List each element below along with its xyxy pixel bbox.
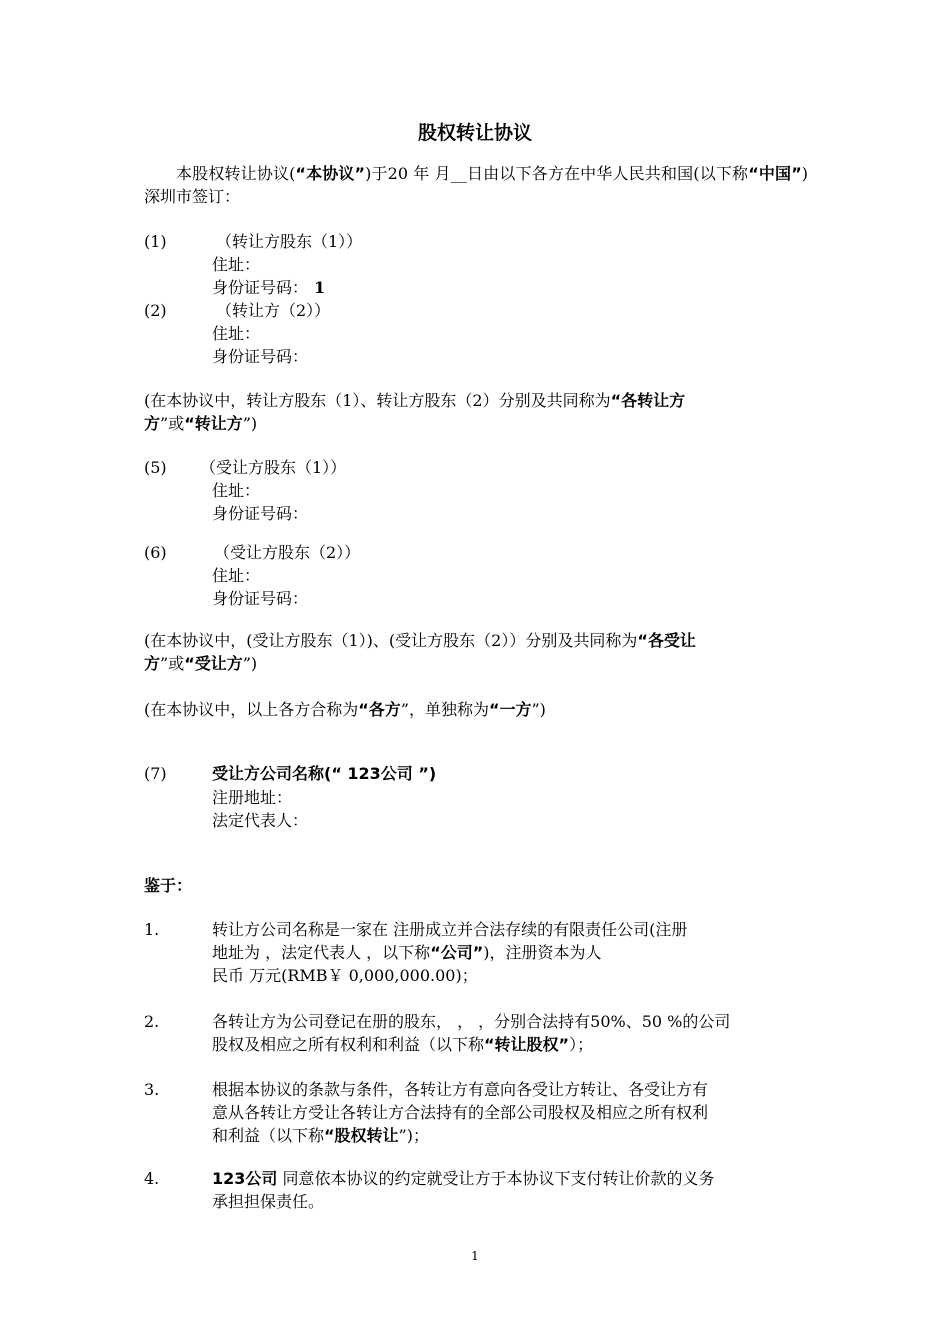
party-7-number: (7) bbox=[144, 764, 167, 783]
party-5-address: 住址： bbox=[212, 481, 261, 500]
whereas-item-4-number: 4. bbox=[144, 1169, 160, 1188]
party-2-name: （转让方（2）） bbox=[216, 301, 331, 320]
page-number: 1 bbox=[471, 1249, 479, 1263]
whereas-item-3-line-1: 根据本协议的条款与条件，各转让方有意向各受让方转让、各受让方有 bbox=[212, 1080, 709, 1099]
whereas-item-1-line-1: 转让方公司名称是一家在 注册成立并合法存续的有限责任公司(注册 bbox=[212, 920, 688, 939]
party-7-name: 受让方公司名称(“ 123公司 ”) bbox=[212, 764, 437, 783]
party-5-id: 身份证号码： bbox=[212, 504, 309, 523]
whereas-item-4-line-1: 123公司 同意依本协议的约定就受让方于本协议下支付转让价款的义务 bbox=[212, 1169, 715, 1188]
intro-paragraph: 本股权转让协议(“本协议”)于20 年 月__日由以下各方在中华人民共和国(以下称“中国”) 深圳市签订： bbox=[144, 164, 808, 206]
whereas-item-2-number: 2. bbox=[144, 1012, 160, 1031]
whereas-item-1-line-2: 地址为 ，法定代表人 ，以下称“公司”)，注册资本为人 bbox=[212, 943, 602, 962]
document-title: 股权转让协议 bbox=[417, 122, 532, 144]
all-parties-note: (在本协议中，以上各方合称为“各方”，单独称为“一方”) bbox=[144, 700, 546, 719]
party-5-number: (5) bbox=[144, 458, 167, 477]
party-6-number: (6) bbox=[144, 543, 167, 562]
party-6-address: 住址： bbox=[212, 566, 261, 585]
whereas-item-1-line-3: 民币 万元(RMB￥ 0,000,000.00)； bbox=[212, 966, 478, 985]
transferor-note-cont: 方”或“转让方”) bbox=[144, 414, 258, 433]
party-1-address: 住址： bbox=[212, 255, 261, 274]
whereas-heading: 鉴于： bbox=[144, 876, 193, 895]
whereas-item-3-number: 3. bbox=[144, 1080, 160, 1099]
party-1-id: 身份证号码： 1 bbox=[212, 278, 326, 297]
party-2-number: (2) bbox=[144, 301, 167, 320]
transferee-note: (在本协议中，(受让方股东（1）)、(受让方股东（2））分别及共同称为“各受让 bbox=[144, 631, 696, 650]
party-7-legal-rep: 法定代表人： bbox=[212, 811, 309, 830]
party-2-address: 住址： bbox=[212, 324, 261, 343]
party-1-name: （转让方股东（1）） bbox=[216, 232, 363, 251]
transferor-note: (在本协议中，转让方股东（1）、转让方股东（2）分别及共同称为“各转让方 bbox=[144, 391, 686, 410]
whereas-item-3-line-2: 意从各转让方受让各转让方合法持有的全部公司股权及相应之所有权利 bbox=[212, 1103, 709, 1122]
whereas-item-2-line-1: 各转让方为公司登记在册的股东， ， ，分别合法持有50%、50 %的公司 bbox=[212, 1012, 731, 1031]
party-1-number: (1) bbox=[144, 232, 167, 251]
party-5-name: （受让方股东（1）） bbox=[200, 458, 347, 477]
transferee-note-cont: 方”或“受让方”) bbox=[144, 654, 258, 673]
party-2-id: 身份证号码： bbox=[212, 347, 309, 366]
party-6-id: 身份证号码： bbox=[212, 589, 309, 608]
party-6-name: （受让方股东（2）） bbox=[214, 543, 361, 562]
whereas-item-4-line-2: 承担担保责任。 bbox=[212, 1192, 325, 1211]
whereas-item-3-line-3: 和利益（以下称“股权转让”)； bbox=[212, 1126, 429, 1145]
party-7-registered-address: 注册地址： bbox=[212, 788, 293, 807]
whereas-item-1-number: 1. bbox=[144, 920, 160, 939]
whereas-item-2-line-2: 股权及相应之所有权利和利益（以下称“转让股权”）； bbox=[212, 1035, 594, 1054]
